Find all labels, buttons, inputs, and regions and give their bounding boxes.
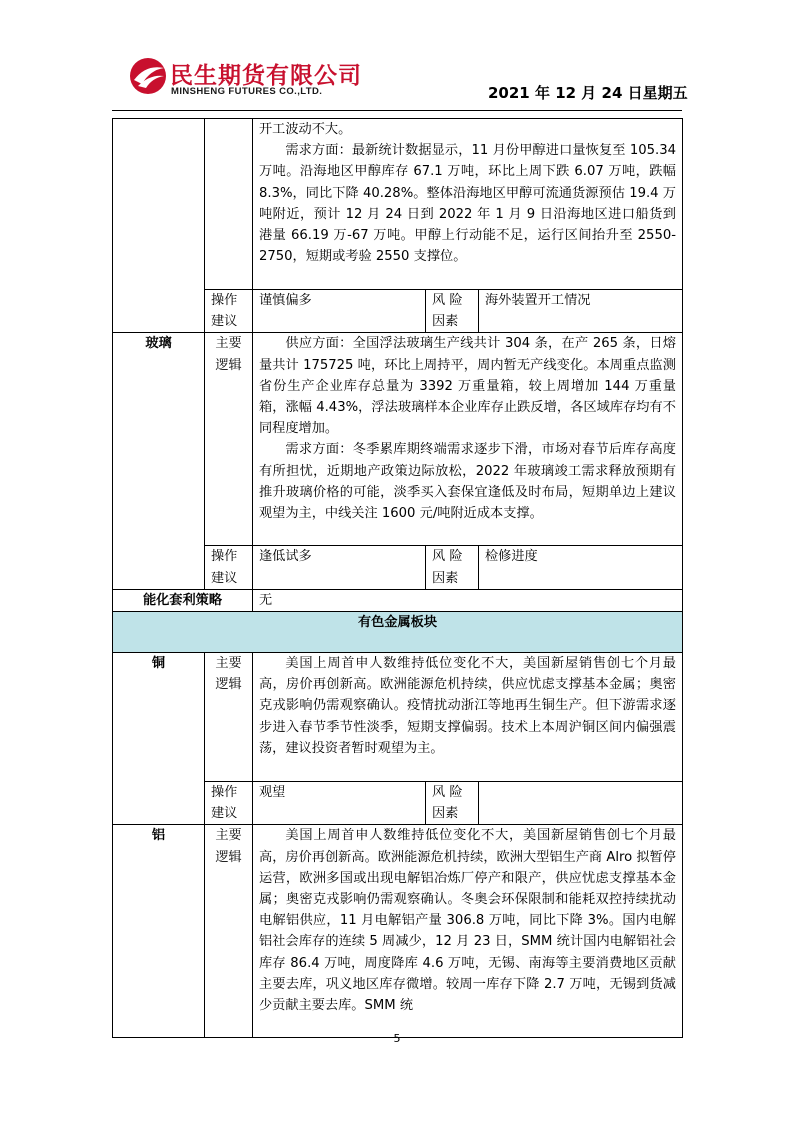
copper-para-1: 美国上周首申人数维持低位变化不大，美国新屋销售创七个月最高，房价再创新高。欧洲能源危机持续，供应忧虑支撑基本金属；奥密克戎影响仍需观察确认。疫情扰动浙江等地再生铜生产。但下游需求逐步进入春节季节性淡季，短期支撑偏弱。技术上本周沪铜区间内偏强震荡，建议投资者暂时观望为主。 (259, 656, 676, 756)
strategy-value: 无 (253, 589, 683, 611)
methanol-risk-value: 海外装置开工情况 (479, 290, 683, 333)
copper-risk-label: 风 险因素 (426, 782, 479, 825)
glass-para-2: 需求方面：冬季累库期终端需求逐步下滑，市场对春节后库存高度有所担忧，近期地产政策边际放松，2022 年玻璃竣工需求释放预期有推升玻璃价格的可能，淡季买入套保宜逢低及时布局，短期单边上建议观望为主，中线关注 1600 元/吨附近成本支撑。 (259, 442, 676, 522)
section-title: 有色金属板块 (113, 612, 683, 653)
glass-risk-label: 风 险因素 (426, 546, 479, 589)
glass-op-value: 逢低试多 (253, 546, 426, 589)
page-header (0, 0, 794, 118)
report-date: 2021 年 12 月 24 日星期五 (488, 84, 688, 102)
section-header-row (113, 612, 683, 653)
minsheng-logo-icon (128, 56, 168, 96)
copper-risk-value (479, 782, 683, 825)
methanol-logic-row (113, 119, 683, 290)
aluminum-name: 铝 (113, 825, 205, 1038)
strategy-row (113, 589, 683, 611)
glass-logic-row (113, 333, 683, 546)
glass-name: 玻璃 (113, 333, 205, 589)
company-logo (128, 56, 368, 102)
glass-content (253, 333, 683, 546)
glass-op-label: 操作建议 (205, 546, 253, 589)
copper-logic-label: 主要逻辑 (205, 653, 253, 782)
methanol-op-label: 操作建议 (205, 290, 253, 333)
glass-logic-label: 主要逻辑 (205, 333, 253, 546)
copper-logic-row (113, 653, 683, 782)
strategy-label: 能化套利策略 (113, 589, 253, 611)
methanol-op-value: 谨慎偏多 (253, 290, 426, 333)
aluminum-logic-label: 主要逻辑 (205, 825, 253, 1038)
aluminum-para-1: 美国上周首申人数维持低位变化不大，美国新屋销售创七个月最高，房价再创新高。欧洲能源危机持续，欧洲大型铝生产商 Alro 拟暂停运营，欧洲多国或出现电解铝冶炼厂停产和限产，供应忧虑支撑基本金属；奥密克戎影响仍需观察确认。冬奥会环保限制和能耗双控持续扰动电解铝供应，11 月电解铝产量 306.8 万吨，同比下降 3%。国内电解铝社会库存的连续 5 周减少，12 月 23 日，SMM 统计国内电解铝社会库存 86.4 万吨，周度降库 4.6 万吨，无锡、南海等主要消费地区贡献主要去库，巩义地区库存微增。较周一库存下降 2.7 万吨，无锡到货减少贡献主要去库。SMM 统 (259, 828, 676, 1014)
methanol-name-cell (113, 119, 205, 333)
copper-op-label: 操作建议 (205, 782, 253, 825)
methanol-risk-label: 风 险因素 (426, 290, 479, 333)
methanol-content (253, 119, 683, 290)
logo-english-name: MINSHENG FUTURES CO.,LTD. (171, 86, 323, 97)
page-number: 5 (393, 1032, 401, 1045)
methanol-para-2: 需求方面：最新统计数据显示，11 月份甲醇进口量恢复至 105.34 万吨。沿海地区甲醇库存 67.1 万吨，环比上周下跌 6.07 万吨，跌幅 8.3%，同比下降 40.28%。整体沿海地区甲醇可流通货源预估 19.4 万吨附近，预计 12 月 24 日到 2022 年 1 月 9 日沿海地区进口船货到 港量 66.19 万-67 万吨。甲醇上行动能不足，运行区间抬升至 2550-2750，短期或考验 2550 支撑位。 (259, 143, 676, 265)
glass-para-1: 供应方面：全国浮法玻璃生产线共计 304 条，在产 265 条，日熔量共计 175725 吨，环比上周持平，周内暂无产线变化。本周重点监测省份生产企业库存总量为 3392 万重量箱，较上周增加 144 万重量箱，涨幅 4.43%，浮法玻璃样本企业库存止跌反增，各区域库存均有不同程度增加。 (259, 336, 676, 437)
methanol-para-1: 开工波动不大。 (259, 122, 352, 137)
copper-op-value: 观望 (253, 782, 426, 825)
aluminum-content (253, 825, 683, 1038)
report-table (112, 118, 683, 1038)
copper-content (253, 653, 683, 782)
aluminum-logic-row (113, 825, 683, 1038)
header-rule (112, 110, 682, 111)
copper-name: 铜 (113, 653, 205, 825)
glass-risk-value: 检修进度 (479, 546, 683, 589)
methanol-logic-label-cell (205, 119, 253, 290)
logo-chinese-name: 民生期货有限公司 (170, 63, 362, 89)
